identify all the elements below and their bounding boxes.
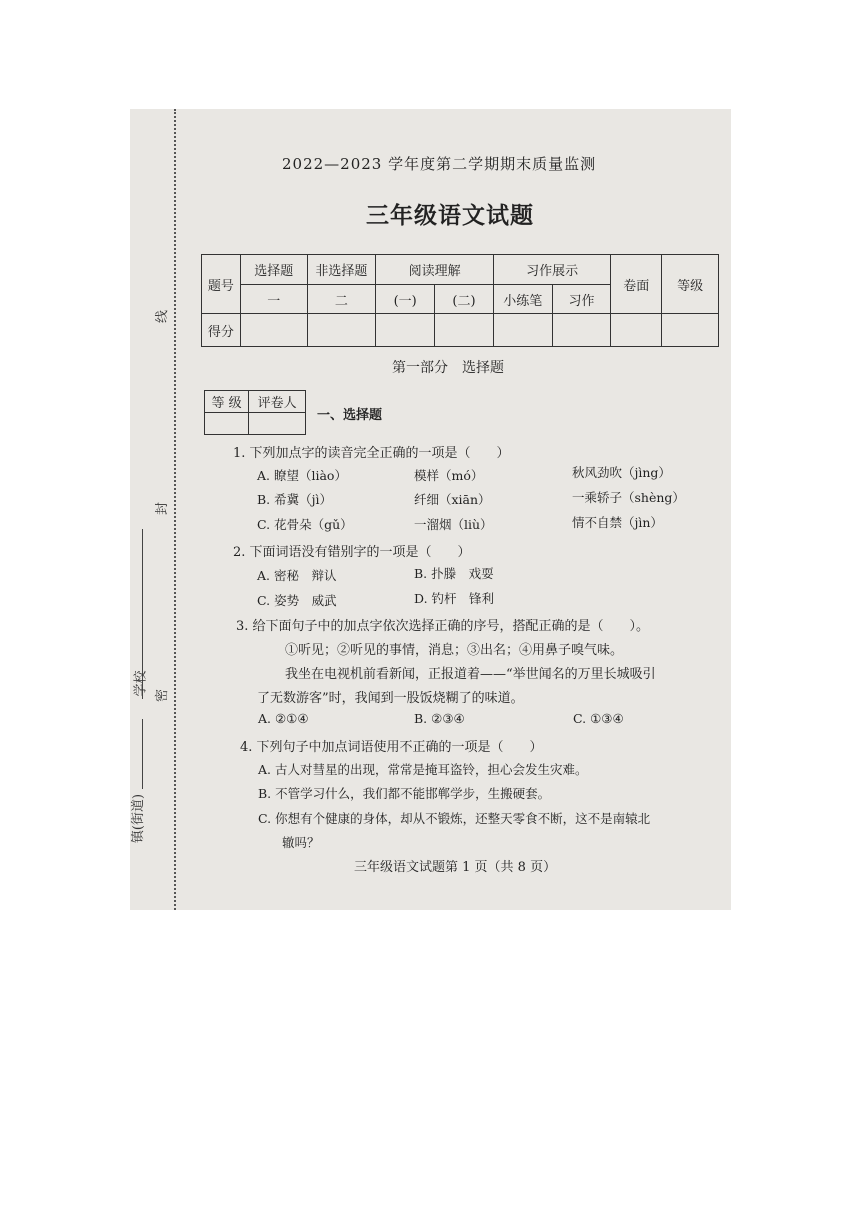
- part1-title: 第一部分 选择题: [392, 360, 504, 376]
- exam-paper: [130, 109, 731, 910]
- side-label-xian: 线: [155, 309, 171, 324]
- score-table-col-2: 二: [307, 285, 376, 314]
- exam-main-title: 三年级语文试题: [366, 202, 534, 229]
- score-table-dengji: 等级: [662, 255, 719, 314]
- score-table-defen: 得分: [202, 314, 241, 347]
- q1-option-a3: 秋风劲吹（jìng）: [572, 465, 671, 480]
- score-table-feixuanze: 非选择题: [307, 255, 376, 285]
- q3-option-b: B. ②③④: [414, 711, 465, 726]
- score-cell-7: [611, 314, 662, 347]
- q4-option-c-line-2: 辙吗？: [282, 835, 320, 850]
- section1-title: 一、选择题: [317, 408, 383, 423]
- score-table-xizuo2: 习作: [552, 285, 611, 314]
- q1-option-a2: 模样（mó）: [414, 468, 484, 483]
- q1-option-c1: C. 花骨朵（gǔ）: [257, 517, 353, 532]
- score-cell-4: [435, 314, 494, 347]
- q3-sentence-line-2: 了无数游客”时，我闻到一股饭烧糊了的味道。: [257, 691, 524, 706]
- side-label-town: 镇(街道): [131, 793, 147, 844]
- side-label-mi: 密: [155, 688, 171, 703]
- grade-box: [204, 390, 306, 435]
- binding-dotted-line: [174, 109, 176, 910]
- score-table-reading-1: (一): [376, 285, 435, 314]
- q1-option-b1: B. 希冀（jì）: [257, 492, 333, 507]
- score-cell-5: [493, 314, 552, 347]
- q4-option-c-line-1: C. 你想有个健康的身体，却从不锻炼，还整天零食不断，这不是南辕北: [258, 811, 651, 826]
- grade-box-cell-2: [249, 413, 306, 435]
- q4-stem: 4. 下列句子中加点词语使用不正确的一项是（ ）: [240, 740, 543, 755]
- q1-option-a1: A. 瞭望（liào）: [257, 468, 347, 483]
- q2-option-a: A. 密秘 辩认: [257, 568, 337, 583]
- score-cell-3: [376, 314, 435, 347]
- q3-stem: 3. 给下面句子中的加点字依次选择正确的序号，搭配正确的是（ ）。: [236, 619, 650, 634]
- score-table-col-1: 一: [240, 285, 307, 314]
- exam-year-title: 2022—2023 学年度第二学期期末质量监测: [282, 155, 597, 173]
- score-cell-6: [552, 314, 611, 347]
- q4-option-a: A. 古人对彗星的出现，常常是掩耳盗铃，担心会发生灾难。: [258, 762, 588, 777]
- score-table-tihao: 题号: [202, 255, 241, 314]
- q1-option-b2: 纤细（xiān）: [414, 492, 491, 507]
- q4-option-b: B. 不管学习什么，我们都不能邯郸学步，生搬硬套。: [258, 786, 551, 801]
- score-table: [201, 254, 719, 347]
- grade-box-pingjuanren: 评卷人: [249, 391, 306, 413]
- side-label-feng: 封: [155, 501, 171, 516]
- q2-option-d: D. 钓杆 锋利: [414, 591, 495, 606]
- town-fill-line: [142, 719, 143, 789]
- score-cell-1: [240, 314, 307, 347]
- page-footer: 三年级语文试题第 1 页（共 8 页）: [354, 860, 557, 875]
- q1-option-b3: 一乘轿子（shèng）: [572, 490, 685, 505]
- score-table-reading-2: (二): [435, 285, 494, 314]
- q2-stem: 2. 下面词语没有错别字的一项是（ ）: [233, 545, 471, 560]
- score-table-xuanze: 选择题: [240, 255, 307, 285]
- score-cell-2: [307, 314, 376, 347]
- grade-box-dengji: 等 级: [205, 391, 249, 413]
- q1-stem: 1. 下列加点字的读音完全正确的一项是（ ）: [233, 446, 510, 461]
- q2-option-b: B. 扑滕 戏耍: [414, 566, 494, 581]
- q3-meanings: ①听见；②听见的事情，消息；③出名；④用鼻子嗅气味。: [285, 643, 624, 658]
- q3-option-a: A. ②①④: [258, 711, 309, 726]
- q2-option-c: C. 姿势 威武: [257, 593, 337, 608]
- q1-option-c3: 情不自禁（jìn）: [572, 515, 663, 530]
- q1-option-c2: 一溜烟（liù）: [414, 517, 493, 532]
- score-table-yuedu: 阅读理解: [376, 255, 494, 285]
- q3-sentence-line-1: 我坐在电视机前看新闻，正报道着——“举世闻名的万里长城吸引: [285, 667, 656, 682]
- score-table-juanmian: 卷面: [611, 255, 662, 314]
- score-table-xizuo: 习作展示: [493, 255, 611, 285]
- q3-option-c: C. ①③④: [573, 711, 624, 726]
- side-label-school: 学校: [133, 670, 149, 697]
- grade-box-cell-1: [205, 413, 249, 435]
- score-table-xiaolianbi: 小练笔: [493, 285, 552, 314]
- score-cell-8: [662, 314, 719, 347]
